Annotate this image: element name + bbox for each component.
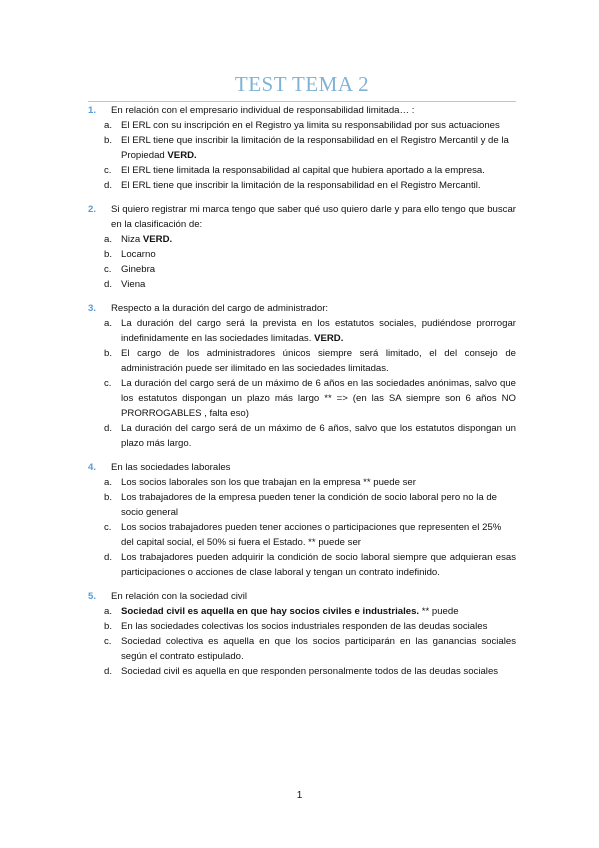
option-letter: b. [104,135,113,146]
option-3b [88,346,516,376]
option-text: ** puede [419,606,459,617]
option-text: Los trabajadores de la empresa pueden tener la condición de socio laboral pero no la de socio general [121,492,498,518]
option-text: Los socios trabajadores pueden tener acciones o participaciones que representen el 25% del capital social, el 50% si fuera el Estado. ** puede ser [121,522,502,548]
option-letter: a. [104,477,113,488]
option-letter: a. [104,120,113,131]
question-text: Respecto a la duración del cargo de administrador: [111,303,329,314]
option-2a [88,232,516,247]
question-list [88,103,516,679]
option-text: Los trabajadores pueden adquirir la condición de socio laboral siempre que adquieran esas participaciones o acciones de clase laboral y tengan un contrato indefinido. [121,552,516,578]
question-4 [88,460,516,475]
option-letter: d. [104,423,113,434]
option-5a [88,604,516,619]
spacer [88,292,516,301]
option-letter: a. [104,318,113,329]
option-letter: b. [104,621,113,632]
question-3 [88,301,516,316]
option-letter: b. [104,348,113,359]
option-text: Sociedad civil es aquella en que responden personalmente todos de las deudas sociales [121,666,499,677]
question-5 [88,589,516,604]
option-letter: b. [104,492,113,503]
correct-marker: VERD. [142,234,173,245]
option-text: El ERL con su inscripción en el Registro ya limita su responsabilidad por sus actuaciones [121,120,500,131]
question-text: Si quiero registrar mi marca tengo que saber qué uso quiero darle y para ello tengo que buscar en la clasificación de: [111,204,516,230]
option-text: Viena [121,279,146,290]
option-3a [88,316,516,346]
option-letter: d. [104,180,113,191]
option-text: El ERL tiene que inscribir la limitación de la responsabilidad en el Registro Mercantil. [121,180,481,191]
spacer [88,580,516,589]
question-text: En relación con la sociedad civil [111,591,247,602]
title-underline [88,101,516,102]
option-letter: c. [104,264,112,275]
question-number: 4. [88,462,97,473]
option-5c [88,634,516,664]
option-text: El ERL tiene limitada la responsabilidad al capital que hubiera aportado a la empresa. [121,165,485,176]
option-text: Los socios laborales son los que trabajan en la empresa ** puede ser [121,477,416,488]
question-number: 3. [88,303,97,314]
option-text: En las sociedades colectivas los socios industriales responden de las deudas sociales [121,621,488,632]
option-2d [88,277,516,292]
correct-marker: VERD. [314,333,344,344]
option-3c [88,376,516,421]
option-letter: c. [104,636,112,647]
option-letter: d. [104,279,113,290]
question-number: 5. [88,591,97,602]
option-3d [88,421,516,451]
question-1 [88,103,516,118]
correct-marker: VERD. [167,150,197,161]
option-letter: d. [104,666,113,677]
option-bold-text: Sociedad civil es aquella en que hay socios civiles e industriales. [121,606,420,617]
option-text: Niza [121,234,143,245]
option-text: Ginebra [121,264,156,275]
spacer [88,193,516,202]
question-text: En las sociedades laborales [111,462,231,473]
option-text: El cargo de los administradores únicos siempre será limitado, el del consejo de administración puede ser ilimitado en las sociedades limitadas. [121,348,516,374]
option-letter: d. [104,552,113,563]
question-number: 2. [88,204,97,215]
option-text: Locarno [121,249,156,260]
spacer [88,451,516,460]
option-letter: b. [104,249,113,260]
option-text: Sociedad colectiva es aquella en que los socios participarán en las ganancias sociales según el contrato estipulado. [121,636,516,662]
option-2c [88,262,516,277]
option-4b [88,490,516,520]
option-letter: c. [104,378,112,389]
option-1b [88,133,516,163]
question-number: 1. [88,105,97,116]
option-letter: a. [104,606,113,617]
option-4c [88,520,516,550]
question-2 [88,202,516,232]
option-2b [88,247,516,262]
option-letter: c. [104,522,112,533]
option-1a [88,118,516,133]
option-5b [88,619,516,634]
option-4d [88,550,516,580]
option-1c [88,163,516,178]
option-letter: a. [104,234,113,245]
document-title: TEST TEMA 2 [234,72,370,96]
option-text: El ERL tiene que inscribir la limitación de la responsabilidad en el Registro Mercantil y de la Propiedad [121,135,509,161]
option-4a [88,475,516,490]
option-text: La duración del cargo será de un máximo de 6 años en las sociedades anónimas, salvo que los estatutos dispongan un plazo más largo ** => (en las SA siempre son 6 años NO PRORROGABLES , falta eso) [121,378,516,419]
question-text: En relación con el empresario individual de responsabilidad limitada… : [111,105,415,116]
page-number: 1 [296,790,303,801]
option-text: La duración del cargo será de un máximo de 6 años, salvo que los estatutos dispongan un plazo más largo. [121,423,516,449]
option-1d [88,178,516,193]
option-letter: c. [104,165,112,176]
option-text: La duración del cargo será la prevista en los estatutos sociales, pudiéndose prorrogar indefinidamente en las sociedades limitadas. [121,318,516,344]
option-5d [88,664,516,679]
